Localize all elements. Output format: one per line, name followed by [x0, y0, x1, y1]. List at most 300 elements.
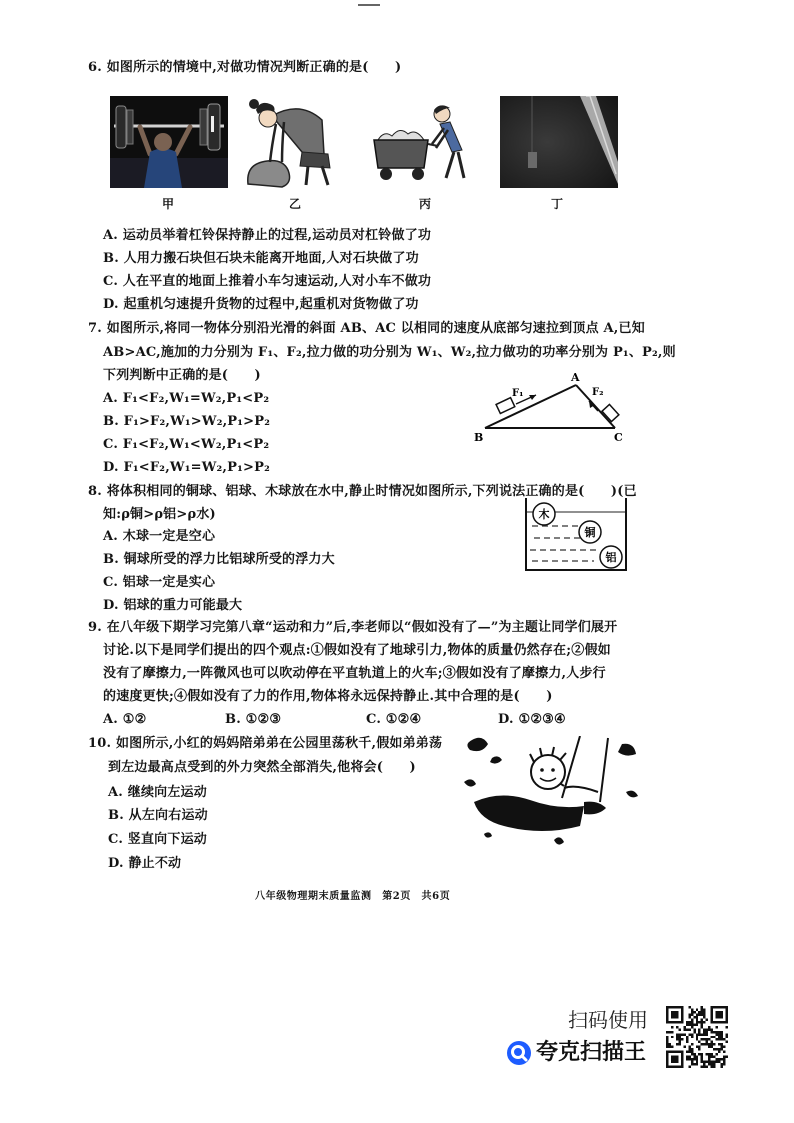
qr-module [691, 1036, 693, 1038]
barbell-plate-left-inner [127, 110, 133, 144]
qr-module [678, 1006, 680, 1008]
qr-module [706, 1061, 708, 1063]
qr-module [696, 1038, 698, 1040]
qr-module [726, 1006, 728, 1008]
qr-module [711, 1041, 713, 1043]
q8-option-d: D. 铝球的重力可能最大 [103, 598, 243, 613]
qr-module [706, 1066, 708, 1068]
qr-module [673, 1021, 675, 1023]
qr-module [691, 1011, 693, 1013]
qr-module [713, 1006, 715, 1008]
qr-module [666, 1016, 668, 1018]
qr-module [713, 1063, 715, 1065]
qr-module [708, 1058, 710, 1060]
qr-module [696, 1033, 698, 1035]
qr-module [718, 1006, 720, 1008]
qr-module [668, 1066, 670, 1068]
qr-module [701, 1006, 703, 1008]
qr-module [711, 1053, 713, 1055]
q8-option-a: A. 木球一定是空心 [103, 529, 216, 544]
qr-module [676, 1016, 678, 1018]
qr-module [716, 1048, 718, 1050]
q8-stem-line-1: 8. 将体积相同的铜球、铝球、木球放在水中,静止时情况如图所示,下列说法正确的是( )(已 [88, 484, 637, 499]
crane-hook-load [528, 152, 537, 168]
child-head [531, 755, 565, 789]
qr-module [711, 1028, 713, 1030]
qr-module [701, 1043, 703, 1045]
qr-module [666, 1066, 668, 1068]
figure-label-bing: 丙 [419, 197, 432, 211]
q6-stem: 6. 如图所示的情境中,对做功情况判断正确的是( ) [88, 60, 402, 75]
qr-module [713, 1043, 715, 1045]
qr-module [681, 1066, 683, 1068]
qr-module [703, 1013, 705, 1015]
q10-option-a: A. 继续向左运动 [108, 785, 207, 800]
q9-stem-line-3: 没有了摩擦力,一阵微风也可以吹动停在平直轨道上的火车;③假如没有了摩擦力,人步行 [103, 666, 606, 681]
qr-module [716, 1011, 718, 1013]
qr-module [676, 1056, 678, 1058]
qr-module [698, 1048, 700, 1050]
qr-module [678, 1033, 680, 1035]
qr-module [693, 1023, 695, 1025]
q9-option-c: C. ①②④ [366, 712, 422, 727]
qr-module [671, 1031, 673, 1033]
ball-copper-label: 铜 [584, 526, 596, 539]
qr-module [706, 1018, 708, 1020]
qr-module [721, 1011, 723, 1013]
qr-module [718, 1061, 720, 1063]
qr-module [673, 1016, 675, 1018]
qr-module [701, 1066, 703, 1068]
qr-module [678, 1036, 680, 1038]
qr-module [726, 1041, 728, 1043]
qr-module [688, 1046, 690, 1048]
qr-module [716, 1031, 718, 1033]
qr-module [708, 1063, 710, 1065]
qr-module [678, 1028, 680, 1030]
qr-module [718, 1021, 720, 1023]
qr-module [683, 1033, 685, 1035]
qr-module [703, 1008, 705, 1010]
qr-module [721, 1043, 723, 1045]
person-legs [446, 152, 464, 178]
qr-module [676, 1006, 678, 1008]
qr-module [726, 1036, 728, 1038]
qr-module [691, 1021, 693, 1023]
athlete-head [154, 133, 172, 151]
qr-module [711, 1016, 713, 1018]
qr-module [721, 1031, 723, 1033]
qr-module [676, 1026, 678, 1028]
q7-option-c: C. F₁<F₂,W₁<W₂,P₁<P₂ [103, 437, 270, 452]
qr-module [681, 1061, 683, 1063]
qr-module [701, 1058, 703, 1060]
cart-body [374, 140, 428, 168]
qr-module [678, 1021, 680, 1023]
qr-module [681, 1033, 683, 1035]
qr-module [711, 1008, 713, 1010]
qr-module [676, 1066, 678, 1068]
qr-module [718, 1033, 720, 1035]
qr-module [703, 1043, 705, 1045]
qr-module [668, 1043, 670, 1045]
qr-module [681, 1038, 683, 1040]
qr-module [716, 1021, 718, 1023]
q10-stem-line-2: 到左边最高点受到的外力突然全部消失,他将会( ) [108, 760, 416, 775]
qr-module [666, 1008, 668, 1010]
qr-module [666, 1058, 668, 1060]
qr-module [696, 1063, 698, 1065]
qr-module [676, 1038, 678, 1040]
qr-module [726, 1016, 728, 1018]
qr-module [696, 1013, 698, 1015]
qr-module [711, 1066, 713, 1068]
qr-module [726, 1013, 728, 1015]
label-point-b: B [474, 431, 484, 444]
qr-module [703, 1061, 705, 1063]
qr-module [673, 1011, 675, 1013]
qr-module [666, 1038, 668, 1040]
qr-module [703, 1016, 705, 1018]
qr-module [683, 1026, 685, 1028]
qr-module [701, 1038, 703, 1040]
qr-module [681, 1063, 683, 1065]
q9-stem-line-2: 讨论.以下是同学们提出的四个观点:①假如没有了地球引力,物体的质量仍然存在;②假如 [103, 643, 611, 658]
q9-option-a: A. ①② [103, 712, 147, 727]
qr-module [686, 1021, 688, 1023]
qr-module [691, 1058, 693, 1060]
qr-module [681, 1011, 683, 1013]
qr-module [696, 1021, 698, 1023]
qr-module [718, 1031, 720, 1033]
qr-module [723, 1051, 725, 1053]
person-lifting-rock-drawing [242, 96, 338, 188]
qr-module [666, 1051, 668, 1053]
qr-module [666, 1006, 668, 1008]
qr-module [708, 1053, 710, 1055]
qr-module [701, 1026, 703, 1028]
qr-module [721, 1046, 723, 1048]
qr-module [723, 1006, 725, 1008]
barbell-plate-right-inner [200, 109, 207, 145]
q9-option-b: B. ①②③ [225, 712, 282, 727]
qr-module [686, 1028, 688, 1030]
qr-module [718, 1051, 720, 1053]
qr-module [668, 1046, 670, 1048]
qr-module [671, 1013, 673, 1015]
qr-module [681, 1018, 683, 1020]
qr-module [708, 1038, 710, 1040]
qr-module [696, 1046, 698, 1048]
qr-module [693, 1056, 695, 1058]
qr-module [666, 1036, 668, 1038]
qr-module [718, 1013, 720, 1015]
qr-module [706, 1053, 708, 1055]
q7-stem-line-3: 下列判断中正确的是( ) [103, 368, 261, 383]
q9-stem-line-1: 9. 在八年级下期学习完第八章“运动和力”后,李老师以“假如没有了—”为主题让同学们展开 [88, 620, 618, 635]
qr-module [671, 1046, 673, 1048]
qr-module [671, 1061, 673, 1063]
qr-module [668, 1021, 670, 1023]
qr-module [691, 1023, 693, 1025]
qr-module [691, 1008, 693, 1010]
qr-module [711, 1056, 713, 1058]
weightlifter-photo [110, 96, 228, 188]
qr-module [666, 1046, 668, 1048]
qr-module [676, 1058, 678, 1060]
qr-module [713, 1036, 715, 1038]
qr-module [703, 1038, 705, 1040]
athlete-body [144, 149, 182, 189]
qr-module [691, 1043, 693, 1045]
qr-module [713, 1048, 715, 1050]
qr-module [693, 1058, 695, 1060]
qr-module [688, 1033, 690, 1035]
qr-module [721, 1058, 723, 1060]
qr-module [666, 1053, 668, 1055]
qr-module [678, 1038, 680, 1040]
qr-module [698, 1028, 700, 1030]
qr-module [703, 1066, 705, 1068]
child-eye-right [551, 768, 555, 772]
qr-module [666, 1013, 668, 1015]
qr-module [718, 1016, 720, 1018]
qr-module [686, 1023, 688, 1025]
qr-module [676, 1061, 678, 1063]
qr-module [703, 1031, 705, 1033]
qr-module [696, 1008, 698, 1010]
qr-module [688, 1048, 690, 1050]
qr-module [681, 1008, 683, 1010]
qr-module [666, 1011, 668, 1013]
qr-module [708, 1043, 710, 1045]
incline-diagram [470, 368, 630, 446]
qr-module [713, 1021, 715, 1023]
qr-module [686, 1058, 688, 1060]
qr-module [696, 1058, 698, 1060]
qr-module [713, 1031, 715, 1033]
qr-module [701, 1023, 703, 1025]
scan-prompt-text: 扫码使用 [568, 1008, 648, 1032]
qr-module [666, 1063, 668, 1065]
leaf-icon [618, 744, 636, 756]
q6-option-c: C. 人在平直的地面上推着小车匀速运动,人对小车不做功 [103, 274, 432, 289]
cart-wheel-left [380, 168, 392, 180]
qr-module [703, 1063, 705, 1065]
crane-photo [500, 96, 618, 188]
leaf-icon [484, 832, 492, 837]
qr-module [673, 1056, 675, 1058]
qr-module [671, 1011, 673, 1013]
qr-module [691, 1048, 693, 1050]
qr-module [693, 1053, 695, 1055]
qr-module [701, 1018, 703, 1020]
qr-module [673, 1061, 675, 1063]
rock [248, 161, 290, 187]
cart-load [378, 130, 424, 140]
person-skirt [300, 152, 330, 168]
leaf-icon [554, 837, 564, 844]
qr-module [708, 1046, 710, 1048]
qr-module [691, 1063, 693, 1065]
qr-module [666, 1018, 668, 1020]
qr-module [718, 1043, 720, 1045]
qr-module [693, 1016, 695, 1018]
water-container-diagram [524, 498, 628, 572]
logo-circle [507, 1041, 531, 1065]
qr-module [721, 1066, 723, 1068]
qr-module [691, 1053, 693, 1055]
qr-module [716, 1026, 718, 1028]
qr-module [698, 1053, 700, 1055]
qr-module [701, 1011, 703, 1013]
label-point-a: A [571, 371, 580, 384]
qr-module [676, 1013, 678, 1015]
q9-stem-line-4: 的速度更快;④假如没有了力的作用,物体将永远保持静止.其中合理的是( ) [103, 689, 553, 704]
qr-module [691, 1033, 693, 1035]
qr-module [681, 1053, 683, 1055]
block-right [602, 404, 619, 421]
qr-module [688, 1056, 690, 1058]
qr-module [711, 1018, 713, 1020]
qr-module [671, 1036, 673, 1038]
q8-stem-line-2: 知:ρ铜>ρ铝>ρ水) [103, 507, 216, 522]
qr-module [678, 1066, 680, 1068]
qr-module [666, 1056, 668, 1058]
qr-module [678, 1041, 680, 1043]
qr-module [711, 1013, 713, 1015]
qr-module [711, 1011, 713, 1013]
qr-module [721, 1063, 723, 1065]
qr-module [676, 1033, 678, 1035]
qr-module [721, 1036, 723, 1038]
q6-option-d: D. 起重机匀速提升货物的过程中,起重机对货物做了功 [103, 297, 419, 312]
qr-module [723, 1063, 725, 1065]
qr-module [696, 1016, 698, 1018]
qr-module [721, 1048, 723, 1050]
qr-module [688, 1006, 690, 1008]
q6-option-a: A. 运动员举着杠铃保持静止的过程,运动员对杠铃做了功 [103, 228, 432, 243]
qr-module [718, 1011, 720, 1013]
qr-module [718, 1058, 720, 1060]
qr-module [711, 1021, 713, 1023]
qr-module [678, 1051, 680, 1053]
qr-code-icon [666, 1006, 728, 1068]
scan-top-mark [358, 4, 380, 6]
barbell-plate-left [116, 106, 126, 148]
qr-module [721, 1021, 723, 1023]
swing-seat-and-legs [474, 795, 584, 831]
qr-module [686, 1036, 688, 1038]
qr-module [688, 1058, 690, 1060]
q10-option-c: C. 竖直向下运动 [108, 832, 207, 847]
qr-module [708, 1026, 710, 1028]
block-left [496, 398, 515, 414]
qr-module [701, 1056, 703, 1058]
qr-module [708, 1056, 710, 1058]
qr-module [718, 1038, 720, 1040]
qr-module [716, 1038, 718, 1040]
label-point-c: C [614, 431, 623, 444]
qr-module [671, 1056, 673, 1058]
qr-module [701, 1033, 703, 1035]
qr-module [673, 1006, 675, 1008]
qr-module [666, 1031, 668, 1033]
figure-label-jia: 甲 [162, 197, 175, 211]
scanner-brand-text: 夸克扫描王 [536, 1040, 647, 1065]
qr-module [711, 1036, 713, 1038]
qr-module [716, 1006, 718, 1008]
qr-module [666, 1043, 668, 1045]
qr-module [671, 1058, 673, 1060]
qr-module [726, 1026, 728, 1028]
qr-module [671, 1016, 673, 1018]
qr-module [716, 1053, 718, 1055]
qr-module [671, 1051, 673, 1053]
qr-module [723, 1046, 725, 1048]
qr-module [708, 1061, 710, 1063]
qr-module [716, 1033, 718, 1035]
qr-module [716, 1016, 718, 1018]
figure-label-yi: 乙 [289, 197, 302, 211]
person-pushing-cart-drawing [370, 100, 470, 182]
qr-module [701, 1053, 703, 1055]
q10-stem-line-1: 10. 如图所示,小红的妈妈陪弟弟在公园里荡秋千,假如弟弟荡 [88, 736, 443, 751]
qr-module [686, 1038, 688, 1040]
qr-module [703, 1033, 705, 1035]
qr-module [701, 1061, 703, 1063]
qr-module [726, 1021, 728, 1023]
person-legs [306, 166, 328, 185]
qr-module [666, 1021, 668, 1023]
qr-module [676, 1043, 678, 1045]
qr-module [723, 1038, 725, 1040]
q7-stem-line-1: 7. 如图所示,将同一物体分别沿光滑的斜面 AB、AC 以相同的速度从底部匀速拉到顶点 A,已知 [88, 321, 645, 336]
qr-module [698, 1041, 700, 1043]
qr-module [711, 1046, 713, 1048]
qr-module [691, 1013, 693, 1015]
block-on-ab [496, 398, 515, 414]
q9-option-d: D. ①②③④ [498, 712, 566, 727]
qr-module [688, 1023, 690, 1025]
q8-option-b: B. 铜球所受的浮力比铝球所受的浮力大 [103, 552, 335, 567]
child-feet [584, 802, 606, 815]
qr-module [686, 1051, 688, 1053]
cart-wheel-right [412, 168, 424, 180]
qr-module [703, 1028, 705, 1030]
child-eye-left [540, 768, 544, 772]
label-force-2: F₂ [592, 387, 604, 398]
qr-module [673, 1066, 675, 1068]
q8-option-c: C. 铝球一定是实心 [103, 575, 216, 590]
q10-option-d: D. 静止不动 [108, 856, 182, 871]
qr-module [701, 1021, 703, 1023]
qr-module [688, 1021, 690, 1023]
qr-module [696, 1036, 698, 1038]
qr-module [681, 1056, 683, 1058]
q7-option-a: A. F₁<F₂,W₁=W₂,P₁<P₂ [103, 391, 270, 406]
qr-module [698, 1013, 700, 1015]
qr-module [681, 1058, 683, 1060]
qr-module [666, 1041, 668, 1043]
qr-module [726, 1011, 728, 1013]
qr-module [686, 1056, 688, 1058]
qr-module [691, 1026, 693, 1028]
leaf-icon [490, 756, 502, 763]
qr-module [713, 1061, 715, 1063]
qr-module [681, 1006, 683, 1008]
qr-module [676, 1011, 678, 1013]
